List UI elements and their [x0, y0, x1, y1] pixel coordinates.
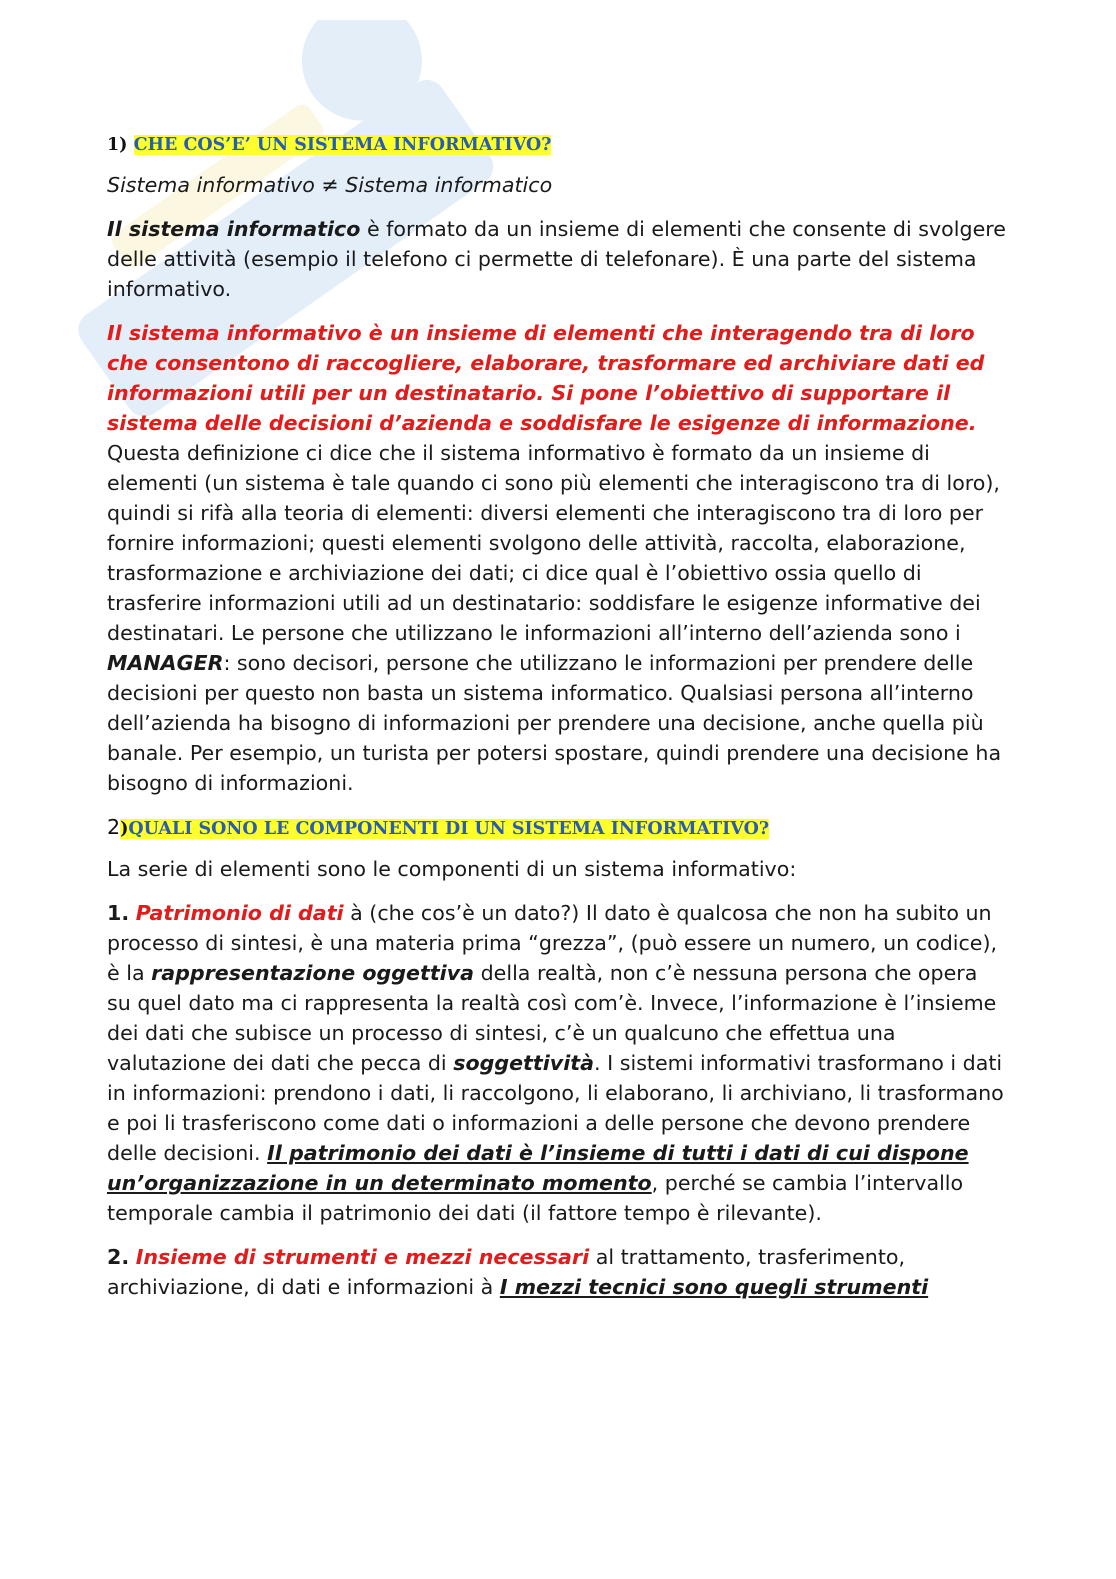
section-2-intro: La serie di elementi sono le componenti di un sistema informativo: [107, 857, 797, 881]
document-page [107, 130, 1007, 1316]
section-2-number: 2 [107, 815, 121, 839]
item-1-text-2: della realtà, non c’è nessuna persona che opera su quel dato ma ci rappresenta la realtà così com’è. Invece, l’informazione è l’insieme dei dati che subisce un processo di sintesi, c’è un qualcuno che effettua una valutazione dei dati che pecca di [107, 961, 997, 1075]
item-1-emphasis-1: rappresentazione oggettiva [151, 961, 475, 985]
p1-lead: Il sistema informatico [107, 217, 361, 241]
p2-text-1: Questa definizione ci dice che il sistema informativo è formato da un insieme di elementi (un sistema è tale quando ci sono più elementi che interagiscono tra di loro), quindi si rifà alla teoria di elementi: diversi elementi che interagiscono tra di loro per fornire informazioni; questi elementi svolgono delle attività, raccolta, elaborazione, trasformazione e archiviazione dei dati; ci dice qual è l’obiettivo ossia quello di trasferire informazioni utili ad un destinatario: soddisfare le esigenze informative dei destinatari. Le persone che utilizzano le informazioni all’interno dell’azienda sono i [107, 441, 1000, 645]
section-2-paren: ) [120, 819, 129, 839]
item-1-emphasis-2: soggettività [453, 1051, 595, 1075]
section-2-item-2 [107, 1242, 1007, 1302]
section-1-paragraph-1 [107, 214, 1007, 304]
item-1-definition: Il patrimonio dei dati è l’insieme di tutti i dati di cui dispone un’organizzazione in un determinato momento [107, 1141, 969, 1195]
section-1-title: CHE COS’E’ UN SISTEMA INFORMATIVO? [133, 135, 552, 155]
p1-rest: è formato da un insieme di elementi che consente di svolgere delle attività (esempio il telefono ci permette di telefonare). È una parte del sistema informativo. [107, 217, 1006, 301]
item-1-text-1: à (che cos’è un dato?) Il dato è qualcosa che non ha subito un processo di sintesi, è una materia prima “grezza”, (può essere un numero, un codice), è la [107, 901, 998, 985]
section-1-heading [107, 130, 1007, 160]
p2-definition: Il sistema informativo è un insieme di elementi che interagendo tra di loro che consentono di raccogliere, elaborare, trasformare ed archiviare dati ed informazioni utili per un destinatario. Si pone l’obiettivo di supportare il sistema delle decisioni d’azienda e soddisfare le esigenze di informazione. [107, 321, 985, 435]
section-2-heading [107, 812, 1007, 844]
p2-text-2: : sono decisori, persone che utilizzano le informazioni per prendere delle decisioni per questo non basta un sistema informatico. Qualsiasi persona all’interno dell’azienda ha bisogno di informazioni per prendere una decisione, anche quella più banale. Per esempio, un turista per potersi spostare, quindi prendere una decisione ha bisogno di informazioni. [107, 651, 1002, 795]
item-1-text-3: . I sistemi informativi trasformano i dati in informazioni: prendono i dati, li raccolgono, li elaborano, li archiviano, li trasformano e poi li trasferiscono come dati o informazioni a delle persone che devono prendere delle decisioni. [107, 1051, 1004, 1165]
p2-manager: MANAGER [107, 651, 224, 675]
section-2-title-text: QUALI SONO LE COMPONENTI DI UN SISTEMA INFORMATIVO? [128, 819, 770, 839]
item-1-text-4: , perché se cambia l’intervallo temporale cambia il patrimonio dei dati (il fattore tempo è rilevante). [107, 1171, 964, 1225]
item-2-text-1: al trattamento, trasferimento, archiviazione, di dati e informazioni à [107, 1245, 906, 1299]
item-2-title: Insieme di strumenti e mezzi necessari [135, 1245, 590, 1269]
item-2-definition: I mezzi tecnici sono quegli strumenti [499, 1275, 929, 1299]
section-1-subtitle: Sistema informativo ≠ Sistema informatico [107, 173, 553, 197]
section-2-item-1 [107, 898, 1007, 1228]
item-1-title: Patrimonio di dati [135, 901, 344, 925]
section-1-number: 1) [107, 135, 128, 155]
item-2-number: 2. [107, 1245, 130, 1269]
section-2-title [120, 819, 769, 839]
section-1-paragraph-2 [107, 318, 1007, 798]
item-1-number: 1. [107, 901, 130, 925]
